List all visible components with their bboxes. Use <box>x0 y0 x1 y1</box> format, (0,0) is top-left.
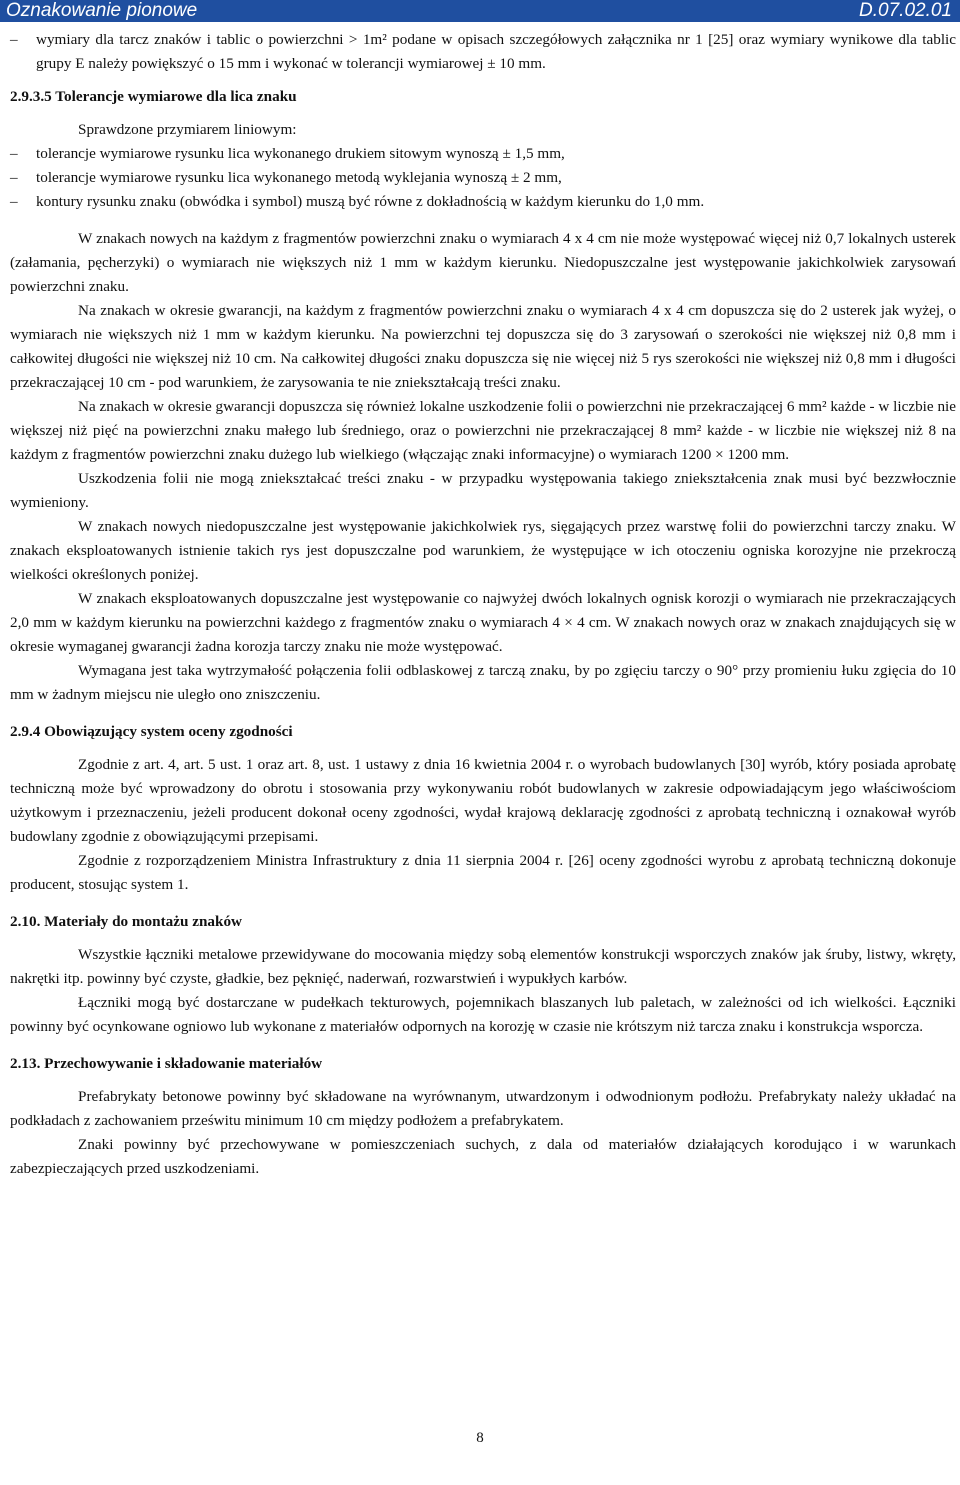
header-doc-code: D.07.02.01 <box>859 0 952 21</box>
intro-line: Sprawdzone przymiarem liniowym: <box>78 121 297 138</box>
section-heading: 2.13. Przechowywanie i składowanie materiałów <box>10 1055 323 1072</box>
paragraph: W znakach nowych na każdym z fragmentów powierzchni znaku o wymiarach 4 x 4 cm nie może występować więcej niż 0,7 lokalnych usterek (załamania, pęcherzyki) o wymiarach nie większych niż 1 mm w każdym kierunku. Niedopuszczalne jest występowanie jakichkolwiek zarysowań powierzchni znaku. <box>10 230 956 295</box>
paragraph: Zgodnie z rozporządzeniem Ministra Infrastruktury z dnia 11 sierpnia 2004 r. [26] oceny zgodności wyrobu z aprobatą techniczną dokonuje producent, stosując system 1. <box>10 852 956 893</box>
bullet-item: – wymiary dla tarcz znaków i tablic o powierzchni > 1m² podane w opisach szczegółowych załącznika nr 1 [25] oraz wymiary wynikowe dla tablic grupy E należy powiększyć o 15 mm i wykonać w tolerancji wymiarowej ± 10 mm. <box>10 28 956 76</box>
bullet-item: – tolerancje wymiarowe rysunku lica wykonanego drukiem sitowym wynoszą ± 1,5 mm, <box>10 142 956 166</box>
bullet-item: – kontury rysunku znaku (obwódka i symbol) muszą być równe z dokładnością w każdym kierunku do 1,0 mm. <box>10 190 956 214</box>
page-number: 8 <box>476 1430 484 1446</box>
paragraph: Uszkodzenia folii nie mogą zniekształcać treści znaku - w przypadku występowania takiego zniekształcenia znak musi być bezzwłocznie wymieniony. <box>10 470 956 511</box>
running-header <box>0 0 960 22</box>
section-heading: 2.9.4 Obowiązujący system oceny zgodności <box>10 723 293 740</box>
paragraph: Zgodnie z art. 4, art. 5 ust. 1 oraz art. 8, ust. 1 ustawy z dnia 16 kwietnia 2004 r. o wyrobach budowlanych [30] wyrób, który posiada aprobatę techniczną może być wprowadzony do obrotu i stosowania przy wykonywaniu robót budowlanych w zakresie odpowiadającym jego właściwościom użytkowym i przeznaczeniu, jeżeli producent dokonał oceny zgodności, wydał krajową deklarację zgodności z aprobatą techniczną i oznakował wyrób budowlany zgodnie z obowiązującymi przepisami. <box>10 756 956 845</box>
paragraph: Wszystkie łączniki metalowe przewidywane do mocowania między sobą elementów konstrukcji wsporczych znaków jak śruby, listwy, wkręty, nakrętki itp. powinny być czyste, gładkie, bez pęknięć, naderwań, rozwarstwień i wypukłych karbów. <box>10 946 956 987</box>
paragraph: Na znakach w okresie gwarancji, na każdym z fragmentów powierzchni znaku o wymiarach 4 x 4 cm dopuszcza się do 2 usterek jak wyżej, o wymiarach nie większych niż 1 mm w każdym kierunku. Na powierzchni tej dopuszcza się do 3 zarysowań o szerokości nie większej niż 0,8 mm i całkowitej długości nie większej niż 10 cm. Na całkowitej długości znaku dopuszcza się nie więcej niż 5 rys szerokości nie większej niż 0,8 mm i długości przekraczającej 10 cm - pod warunkiem, że zarysowania te nie zniekształcają treści znaku. <box>10 302 956 391</box>
paragraph: Wymagana jest taka wytrzymałość połączenia folii odblaskowej z tarczą znaku, by po zgięciu tarczy o 90° przy promieniu łuku zgięcia do 10 mm w żadnym miejscu nie uległo ono zniszczeniu. <box>10 662 956 703</box>
paragraph: Prefabrykaty betonowe powinny być składowane na wyrównanym, utwardzonym i odwodnionym podłożu. Prefabrykaty należy układać na podkładach z zachowaniem prześwitu minimum 10 cm między podłożem a prefabrykatem. <box>10 1088 956 1129</box>
paragraph: Na znakach w okresie gwarancji dopuszcza się również lokalne uszkodzenie folii o powierzchni nie przekraczającej 6 mm² każde - w liczbie nie większej niż pięć na powierzchni znaku małego lub średniego, oraz o powierzchni nie przekraczającej 8 mm² każde - w liczbie nie większej niż 8 na każdym z fragmentów powierzchni znaku dużego lub wielkiego (włączając znaki informacyjne) o wymiarach 1200 × 1200 mm. <box>10 398 956 463</box>
section-heading: 2.9.3.5 Tolerancje wymiarowe dla lica znaku <box>10 88 297 105</box>
document-body <box>10 28 956 1181</box>
section-heading: 2.10. Materiały do montażu znaków <box>10 913 243 930</box>
paragraph: W znakach eksploatowanych dopuszczalne jest występowanie co najwyżej dwóch lokalnych ognisk korozji o wymiarach nie przekraczających 2,0 mm w każdym kierunku na powierzchni każdego z fragmentów znaku o wymiarach 4 × 4 cm. W znakach nowych oraz w znakach znajdujących się w okresie wymaganej gwarancji żadna korozja tarczy znaku nie może występować. <box>10 590 956 655</box>
bullet-item: – tolerancje wymiarowe rysunku lica wykonanego metodą wyklejania wynoszą ± 2 mm, <box>10 166 956 190</box>
paragraph: Znaki powinny być przechowywane w pomieszczeniach suchych, z dala od materiałów działających korodująco i w warunkach zabezpieczających przed uszkodzeniami. <box>10 1136 956 1177</box>
paragraph: Łączniki mogą być dostarczane w pudełkach tekturowych, pojemnikach blaszanych lub paletach, w zależności od ich wielkości. Łączniki powinny być ocynkowane ogniowo lub wykonane z materiałów odpornych na korozję w czasie nie krótszym niż tarcza znaku i konstrukcja wsporcza. <box>10 994 956 1035</box>
header-title: Oznakowanie pionowe <box>6 0 198 21</box>
paragraph: W znakach nowych niedopuszczalne jest występowanie jakichkolwiek rys, sięgających przez warstwę folii do powierzchni tarczy znaku. W znakach eksploatowanych istnienie takich rys jest dopuszczalne pod warunkiem, że występujące w ich otoczeniu ogniska korozyjne nie przekroczą wielkości określonych poniżej. <box>10 518 956 583</box>
